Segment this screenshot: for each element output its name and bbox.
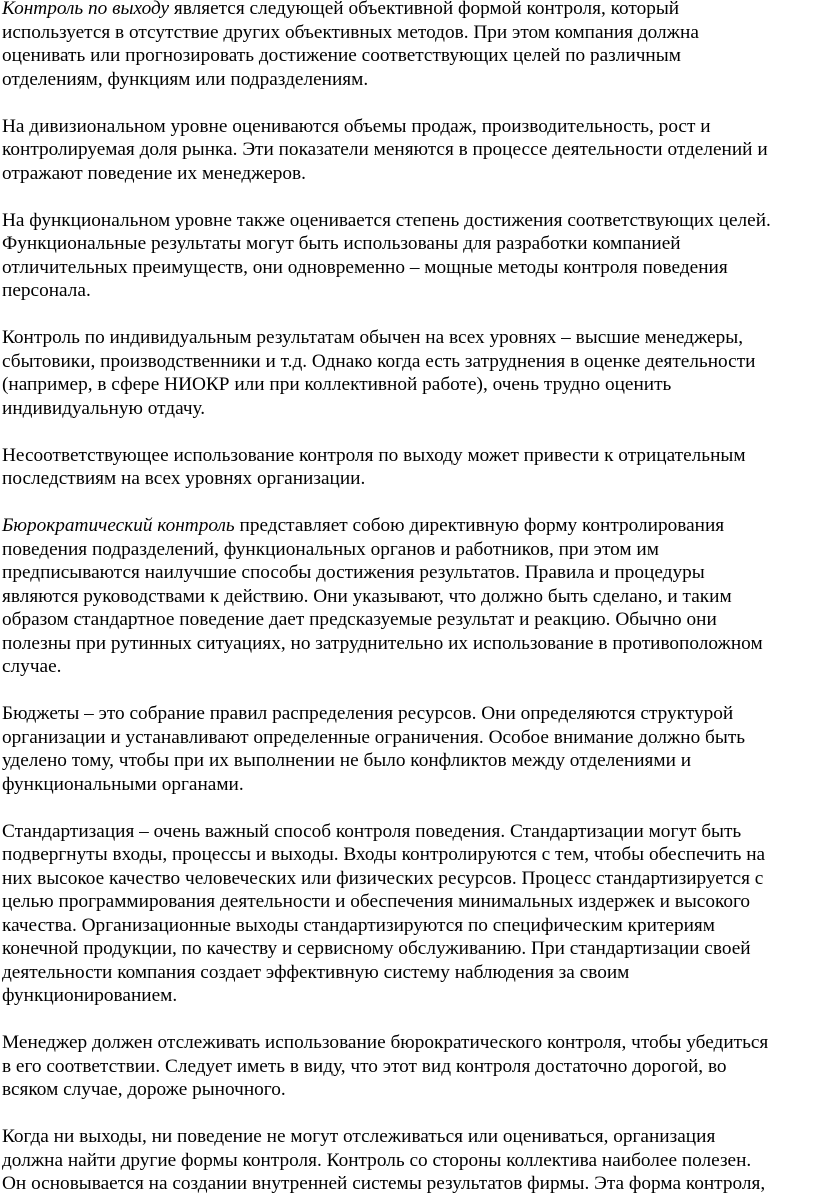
paragraph-text: На дивизиональном уровне оцениваются объемы продаж, производительность, рост и контролируемая доля рынка. Эти показатели меняются в процессе деятельности отделений и отражают поведение их менеджеров. xyxy=(2,115,768,184)
paragraph-inappropriate-use xyxy=(2,444,814,491)
term-output-control: Контроль по выходу xyxy=(2,0,170,19)
paragraph-text: Когда ни выходы, ни поведение не могут отслеживаться или оцениваться, организация должна найти другие формы контроля. Контроль со стороны коллектива наиболее полезен. Он основывается на создании внутренней системы результатов фирмы. Эта форма контроля, xyxy=(2,1126,766,1194)
paragraph-text: Стандартизация – очень важный способ контроля поведения. Стандартизации могут быть подвергнуты входы, процессы и выходы. Входы контролируются с тем, чтобы обеспечить на них высокое качество человеческих или физических ресурсов. Процесс стандартизируется с целью программирования деятельности и обеспечения минимальных издержек и высокого качества. Организационные выходы стандартизируются по специфическим критериям конечной продукции, по качеству и сервисному обслуживанию. При стандартизации своей деятельности компания создает эффективную систему наблюдения за своим функционированием. xyxy=(2,820,766,1006)
paragraph-divisional-level xyxy=(2,115,814,186)
paragraph-bureaucratic-control xyxy=(2,514,814,679)
term-bureaucratic-control: Бюрократический контроль xyxy=(2,515,235,536)
paragraph-individual-results xyxy=(2,326,814,420)
paragraph-budgets xyxy=(2,702,814,796)
paragraph-functional-level xyxy=(2,209,814,303)
paragraph-manager-monitoring xyxy=(2,1031,814,1102)
paragraph-other-forms xyxy=(2,1125,814,1196)
paragraph-text: Контроль по индивидуальным результатам обычен на всех уровнях – высшие менеджеры, сбытовики, производственники и т.д. Однако когда есть затруднения в оценке деятельности (например, в сфере НИОКР или при коллективной работе), очень трудно оценить индивидуальную отдачу. xyxy=(2,327,756,419)
paragraph-text: Бюджеты – это собрание правил распределения ресурсов. Они определяются структурой организации и устанавливают определенные ограничения. Особое внимание должно быть уделено тому, чтобы при их выполнении не было конфликтов между отделениями и функциональными органами. xyxy=(2,703,746,795)
paragraph-text: Менеджер должен отслеживать использование бюрократического контроля, чтобы убедиться в его соответствии. Следует иметь в виду, что этот вид контроля достаточно дорогой, во всяком случае, дороже рыночного. xyxy=(2,1032,769,1100)
paragraph-text: является следующей объективной формой контроля, который используется в отсутствие других объективных методов. При этом компания должна оценивать или прогнозировать достижение соответствующих целей по различным отделениям, функциям или подразделениям. xyxy=(2,0,699,90)
paragraph-text: представляет собою директивную форму контролирования поведения подразделений, функциональных органов и работников, при этом им предписываются наилучшие способы достижения результатов. Правила и процедуры являются руководствами к действию. Они указывают, что должно быть сделано, и таким образом стандартное поведение дает предсказуемые результат и реакцию. Обычно они полезны при рутинных ситуациях, но затруднительно их использование в противоположном случае. xyxy=(2,515,763,677)
paragraph-text: На функциональном уровне также оценивается степень достижения соответствующих целей. Функциональные результаты могут быть использованы для разработки компанией отличительных преимуществ, они одновременно – мощные методы контроля поведения персонала. xyxy=(2,209,771,301)
paragraph-output-control xyxy=(2,0,814,91)
paragraph-standardization xyxy=(2,820,814,1008)
paragraph-text: Несоответствующее использование контроля по выходу может привести к отрицательным последствиям на всех уровнях организации. xyxy=(2,444,746,489)
